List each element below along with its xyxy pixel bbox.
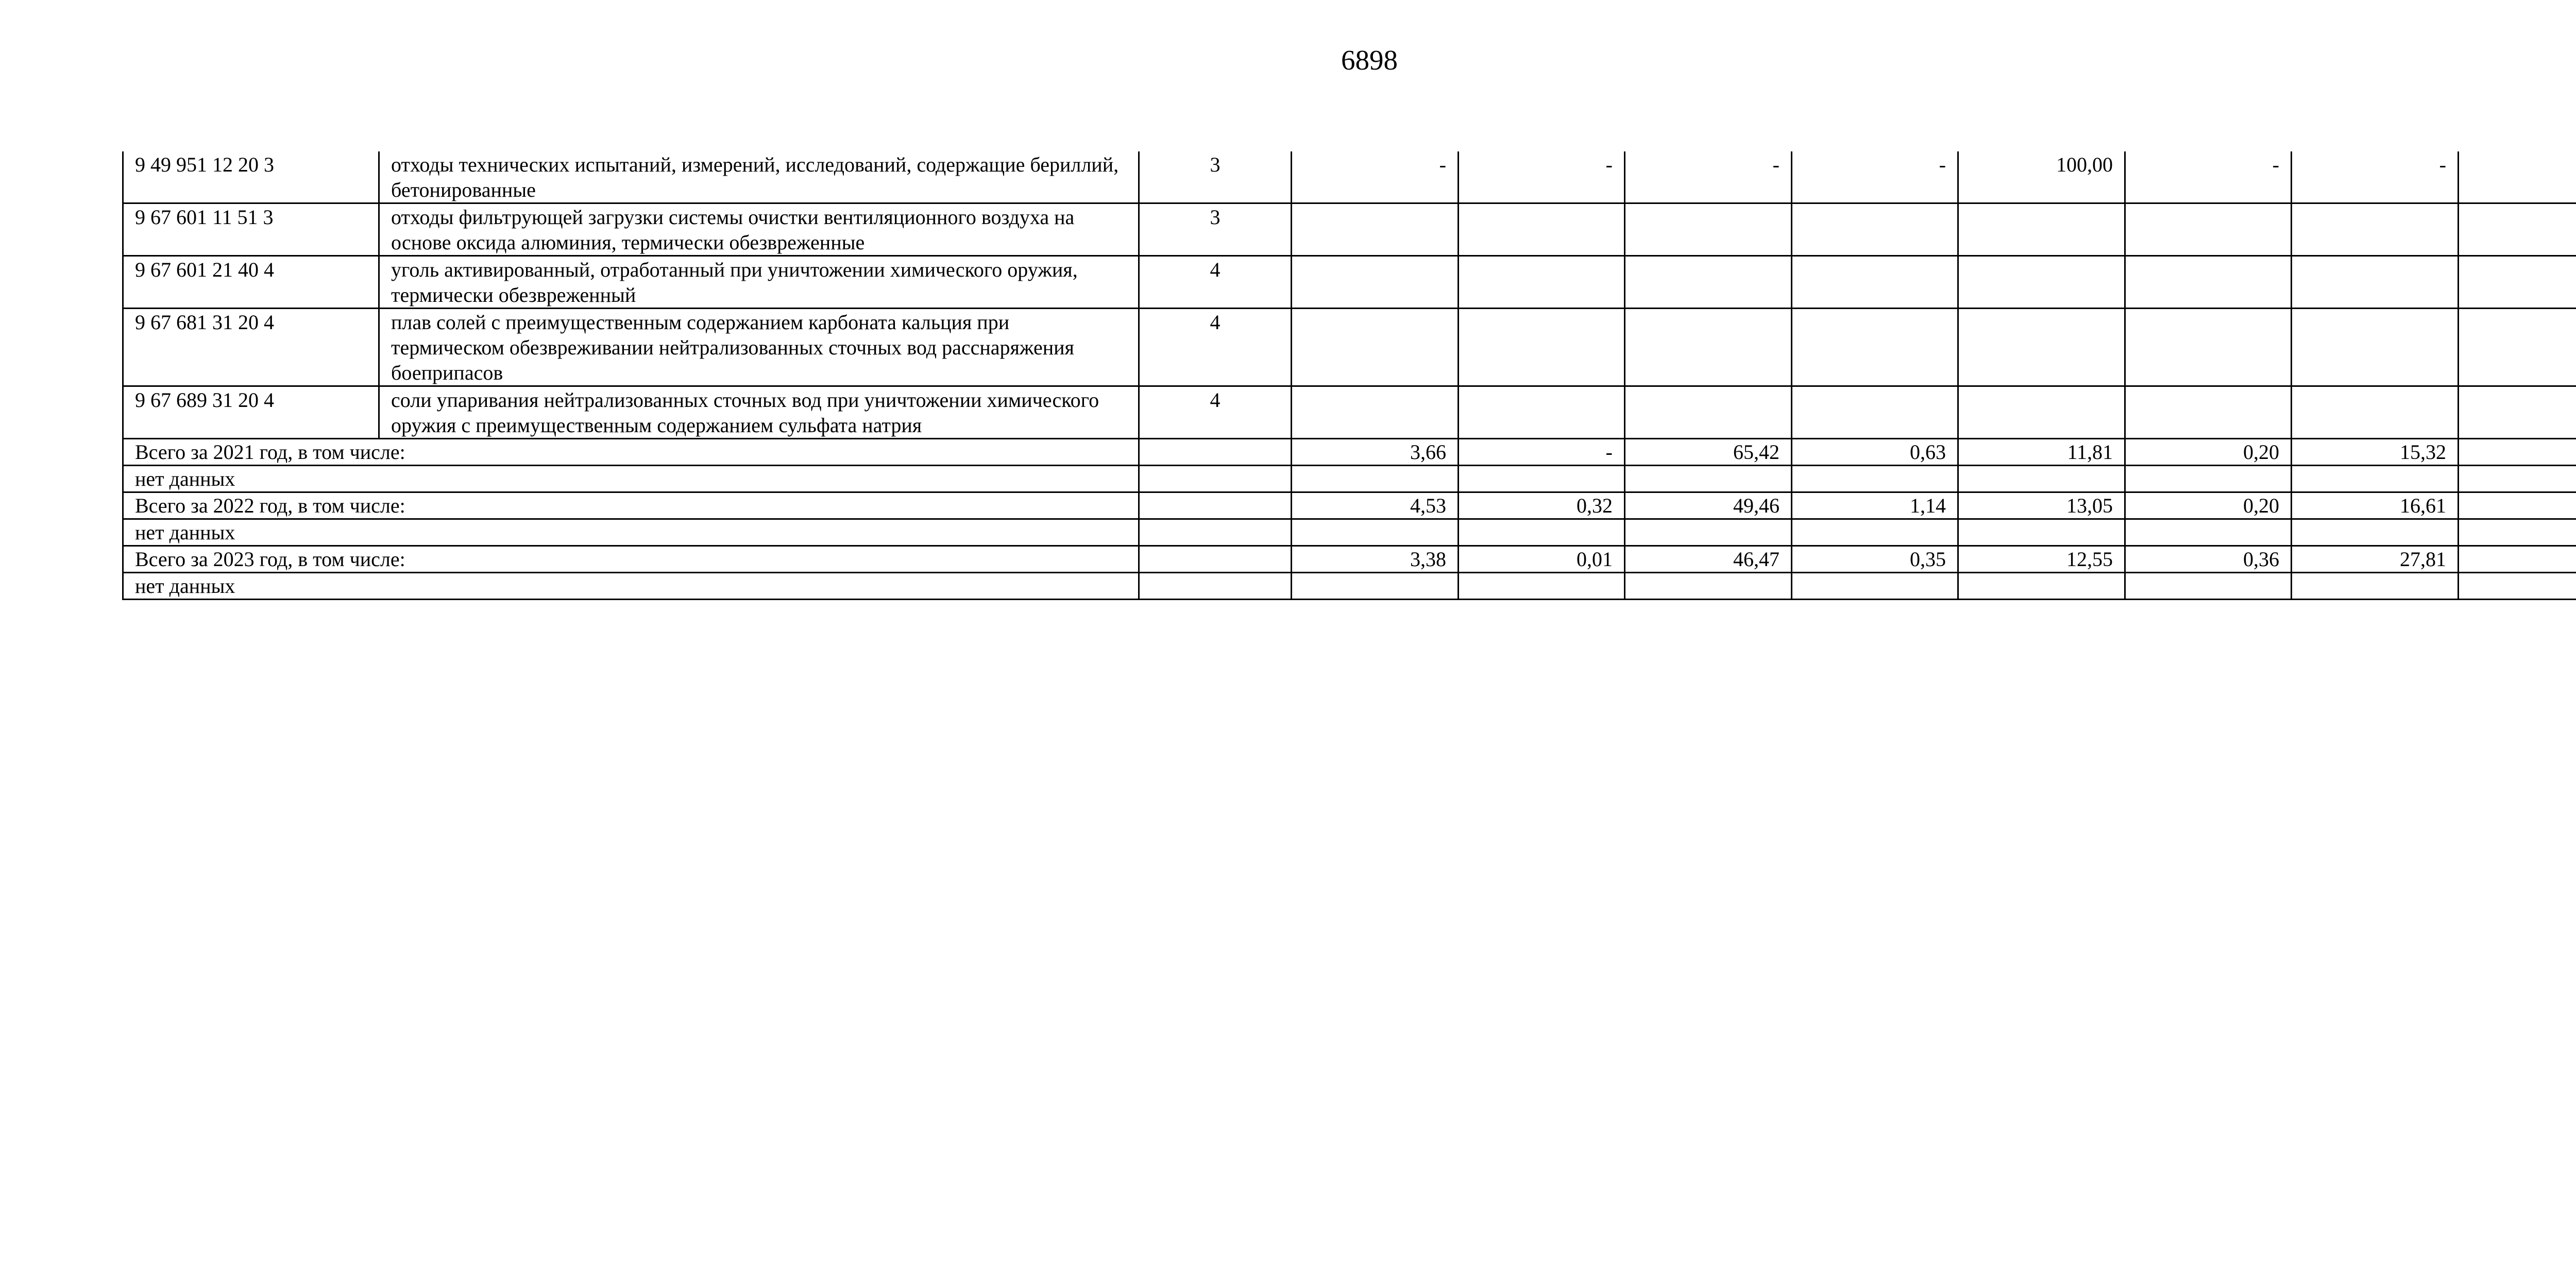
value-cell bbox=[2125, 386, 2292, 439]
value-cell bbox=[2459, 386, 2576, 439]
value-cell: 100,00 bbox=[1958, 151, 2125, 203]
no-data-label: нет данных bbox=[123, 466, 1139, 492]
total-value-cell: - bbox=[1459, 439, 1625, 466]
hazard-class bbox=[1139, 439, 1292, 466]
hazard-class: 4 bbox=[1139, 386, 1292, 439]
value-cell bbox=[1459, 309, 1625, 386]
table-row bbox=[123, 386, 2576, 439]
page-number: 6898 bbox=[1341, 44, 1398, 76]
no-data-row bbox=[123, 573, 2576, 600]
hazard-class bbox=[1139, 492, 1292, 519]
total-value-cell: 0,36 bbox=[2125, 546, 2292, 573]
value-cell: - bbox=[1792, 151, 1958, 203]
value-cell bbox=[2459, 203, 2576, 256]
value-cell bbox=[1958, 309, 2125, 386]
total-label: Всего за 2023 год, в том числе: bbox=[123, 546, 1139, 573]
total-row bbox=[123, 439, 2576, 466]
total-value-cell: 11,81 bbox=[1958, 439, 2125, 466]
total-value-cell: 16,61 bbox=[2292, 492, 2459, 519]
value-cell bbox=[1958, 386, 2125, 439]
waste-table bbox=[122, 151, 2576, 600]
total-row bbox=[123, 546, 2576, 573]
total-value-cell: 0,20 bbox=[2125, 439, 2292, 466]
value-cell bbox=[2125, 203, 2292, 256]
value-cell bbox=[1625, 386, 1792, 439]
waste-name: отходы фильтрующей загрузки системы очистки вентиляционного воздуха на основе оксида алюминия, термически обезвреженные bbox=[379, 203, 1139, 256]
hazard-class: 3 bbox=[1139, 151, 1292, 203]
total-value-cell: 15,32 bbox=[2292, 439, 2459, 466]
value-cell bbox=[1292, 203, 1459, 256]
value-cell bbox=[2459, 151, 2576, 203]
value-cell bbox=[1958, 203, 2125, 256]
total-value-cell: 12,55 bbox=[1958, 546, 2125, 573]
value-cell bbox=[1625, 256, 1792, 309]
hazard-class: 3 bbox=[1139, 203, 1292, 256]
table-row bbox=[123, 256, 2576, 309]
total-value-cell: 0,20 bbox=[2125, 492, 2292, 519]
value-cell bbox=[1292, 386, 1459, 439]
total-value-cell: 49,46 bbox=[1625, 492, 1792, 519]
value-cell bbox=[1625, 309, 1792, 386]
value-cell bbox=[1292, 256, 1459, 309]
total-value-cell: 0,63 bbox=[1792, 439, 1958, 466]
total-value-cell: 4,53 bbox=[1292, 492, 1459, 519]
table-row bbox=[123, 203, 2576, 256]
value-cell bbox=[1792, 256, 1958, 309]
value-cell: - bbox=[2292, 151, 2459, 203]
waste-name: соли упаривания нейтрализованных сточных вод при уничтожении химического оружия с преимущественным содержанием сульфата натрия bbox=[379, 386, 1139, 439]
waste-name: плав солей с преимущественным содержанием карбоната кальция при термическом обезвреживании нейтрализованных сточных вод расснаряжения боеприпасов bbox=[379, 309, 1139, 386]
total-value-cell: 3,66 bbox=[1292, 439, 1459, 466]
value-cell: - bbox=[2125, 151, 2292, 203]
table-row bbox=[123, 309, 2576, 386]
value-cell: - bbox=[1292, 151, 1459, 203]
value-cell bbox=[1459, 386, 1625, 439]
hazard-class bbox=[1139, 546, 1292, 573]
waste-name: отходы технических испытаний, измерений, исследований, содержащие бериллий, бетонированные bbox=[379, 151, 1139, 203]
no-data-row bbox=[123, 466, 2576, 492]
total-value-cell: 13,05 bbox=[1958, 492, 2125, 519]
total-value-cell: 27,81 bbox=[2292, 546, 2459, 573]
total-value-cell: 1,14 bbox=[1792, 492, 1958, 519]
total-value-cell: 65,42 bbox=[1625, 439, 1792, 466]
value-cell bbox=[1792, 203, 1958, 256]
value-cell bbox=[2125, 309, 2292, 386]
hazard-class: 4 bbox=[1139, 256, 1292, 309]
total-label: Всего за 2021 год, в том числе: bbox=[123, 439, 1139, 466]
value-cell bbox=[1625, 203, 1792, 256]
total-label: Всего за 2022 год, в том числе: bbox=[123, 492, 1139, 519]
value-cell: - bbox=[1459, 151, 1625, 203]
waste-code: 9 67 601 11 51 3 bbox=[123, 203, 379, 256]
waste-name: уголь активированный, отработанный при уничтожении химического оружия, термически обезвреженный bbox=[379, 256, 1139, 309]
total-value-cell: 46,47 bbox=[1625, 546, 1792, 573]
waste-code: 9 67 681 31 20 4 bbox=[123, 309, 379, 386]
hazard-class: 4 bbox=[1139, 309, 1292, 386]
value-cell bbox=[2459, 256, 2576, 309]
value-cell bbox=[2292, 309, 2459, 386]
total-value-cell: 3,38 bbox=[1292, 546, 1459, 573]
waste-code: 9 49 951 12 20 3 bbox=[123, 151, 379, 203]
value-cell bbox=[1459, 256, 1625, 309]
total-value-cell bbox=[2459, 546, 2576, 573]
value-cell bbox=[1792, 386, 1958, 439]
value-cell bbox=[2292, 386, 2459, 439]
value-cell bbox=[2292, 256, 2459, 309]
total-value-cell: 0,32 bbox=[1459, 492, 1625, 519]
value-cell bbox=[1792, 309, 1958, 386]
total-value-cell bbox=[2459, 492, 2576, 519]
value-cell bbox=[2459, 309, 2576, 386]
value-cell: - bbox=[1625, 151, 1792, 203]
value-cell bbox=[1292, 309, 1459, 386]
waste-code: 9 67 601 21 40 4 bbox=[123, 256, 379, 309]
value-cell bbox=[1958, 256, 2125, 309]
value-cell bbox=[2292, 203, 2459, 256]
total-value-cell: 0,01 bbox=[1459, 546, 1625, 573]
no-data-label: нет данных bbox=[123, 519, 1139, 546]
waste-code: 9 67 689 31 20 4 bbox=[123, 386, 379, 439]
value-cell bbox=[1459, 203, 1625, 256]
no-data-label: нет данных bbox=[123, 573, 1139, 600]
value-cell bbox=[2125, 256, 2292, 309]
total-value-cell: 0,35 bbox=[1792, 546, 1958, 573]
no-data-row bbox=[123, 519, 2576, 546]
total-row bbox=[123, 492, 2576, 519]
table-row bbox=[123, 151, 2576, 203]
total-value-cell bbox=[2459, 439, 2576, 466]
